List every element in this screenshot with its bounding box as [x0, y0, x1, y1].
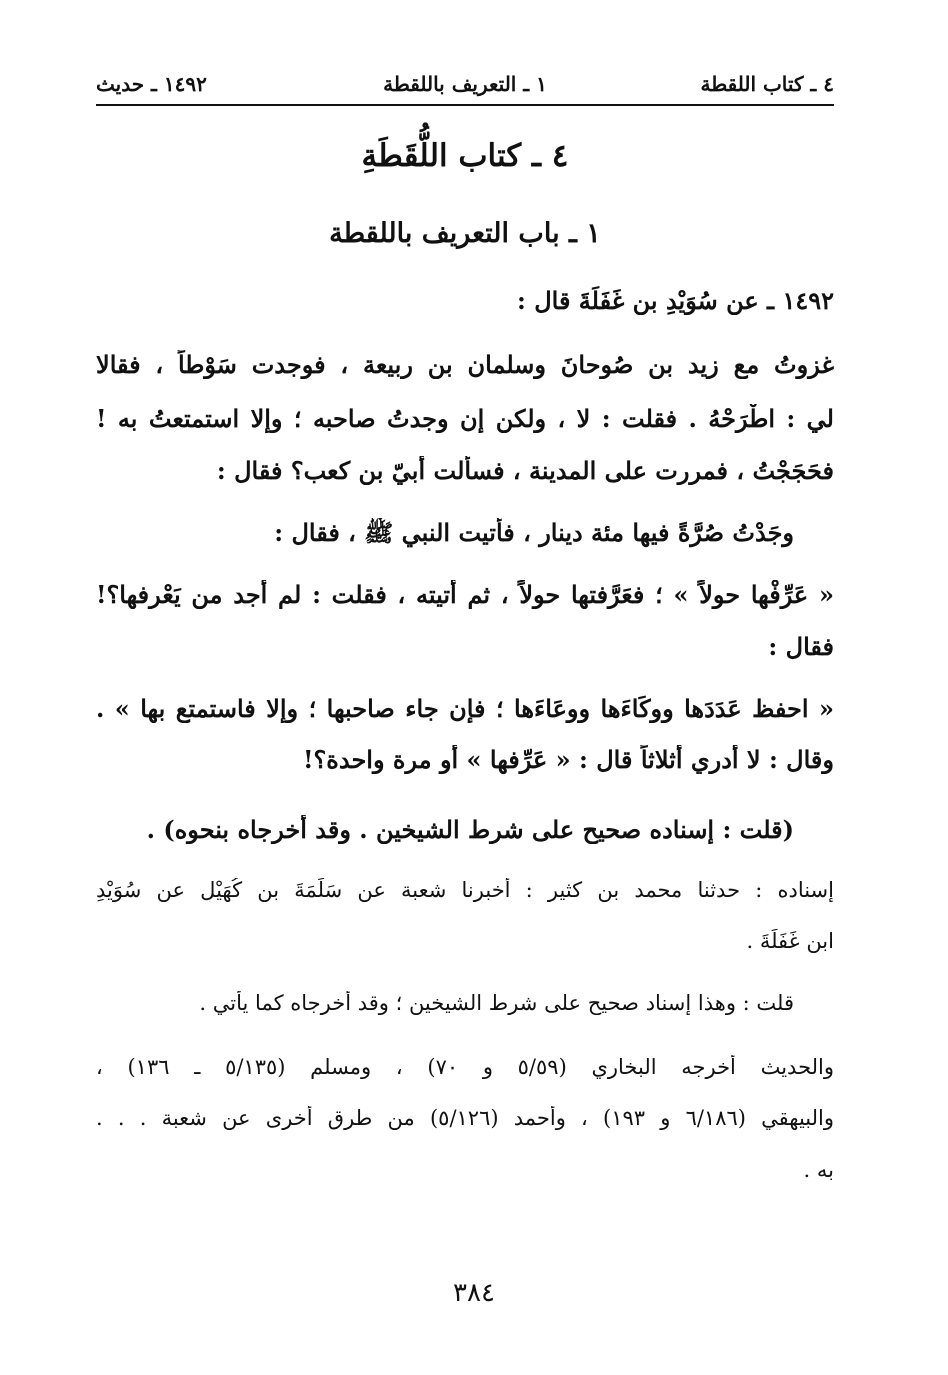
- page-number: ٣٨٤: [453, 1278, 495, 1308]
- command-line-2: فقال :: [768, 632, 834, 661]
- sources-line-2: والبيهقي (٦/١٨٦ و ١٩٣) ، وأحمد (٥/١٢٦) من طرق أخرى عن شعبة . . .: [96, 1106, 834, 1130]
- authentication-note: (قلت : إسناده صحيح على شرط الشيخين . وقد أخرجاه بنحوه) .: [146, 815, 794, 844]
- book-title: ٤ ـ كتاب اللُّقَطَةِ: [361, 138, 569, 174]
- hadith-intro: ١٤٩٢ ـ عن سُوَيْدِ بن غَفَلَةَ قال :: [517, 286, 834, 315]
- narration-line-3: فحَجَجْتُ ، فمررت على المدينة ، فسألت أُبيّ بن كعب؟ فقال :: [216, 456, 834, 485]
- running-header: [96, 68, 834, 106]
- author-comment: قلت : وهذا إسناد صحيح على شرط الشيخين ؛ وقد أخرجاه كما يأتي .: [199, 991, 794, 1015]
- header-chapter: ١ ـ التعريف باللقطة: [383, 72, 547, 96]
- sources-line-1: والحديث أخرجه البخاري (٥/٥٩ و ٧٠) ، ومسلم (٥/١٣٥ ـ ١٣٦) ،: [96, 1055, 834, 1079]
- narration-line-1: غزوتُ مع زيد بن صُوحانَ وسلمان بن ربيعة ، فوجدت سَوْطاً ، فقالا: [96, 350, 834, 379]
- command-line-1: « عَرِّفْها حولاً » ؛ فعَرَّفتها حولاً ، ثم أتيته ، فقلت : لم أجد من يَعْرِفها؟!: [96, 580, 834, 609]
- instruction-line-1: « احفظ عَدَدَها ووكَاءَها ووعَاءَها ؛ فإن جاء صاحبها ؛ وإلا فاستمتع بها » .: [96, 694, 834, 723]
- header-hadith-number: ١٤٩٢ ـ حديث: [96, 72, 207, 96]
- sources-line-3: به .: [803, 1158, 834, 1182]
- instruction-line-2: وقال : لا أدري أثلاثاً قال : « عَرِّفها » أو مرة واحدة؟!: [303, 745, 834, 774]
- narration-line-2: لي : اطْرَحْهُ . فقلت : لا ، ولكن إن وجدتُ صاحبه ؛ وإلا استمتعتُ به !: [96, 404, 834, 433]
- header-book: ٤ ـ كتاب اللقطة: [700, 72, 834, 96]
- isnad-line-2: ابن غَفَلَةَ .: [746, 929, 834, 953]
- found-purse-line: وجَدْتُ صُرَّةً فيها مئة دينار ، فأتيت النبي ﷺ ، فقال :: [274, 518, 794, 547]
- isnad-line-1: إسناده : حدثنا محمد بن كثير : أخبرنا شعبة عن سَلَمَةَ بن كُهَيْلٍ عن سُوَيْدِ: [96, 878, 834, 902]
- chapter-title: ١ ـ باب التعريف باللقطة: [329, 218, 601, 249]
